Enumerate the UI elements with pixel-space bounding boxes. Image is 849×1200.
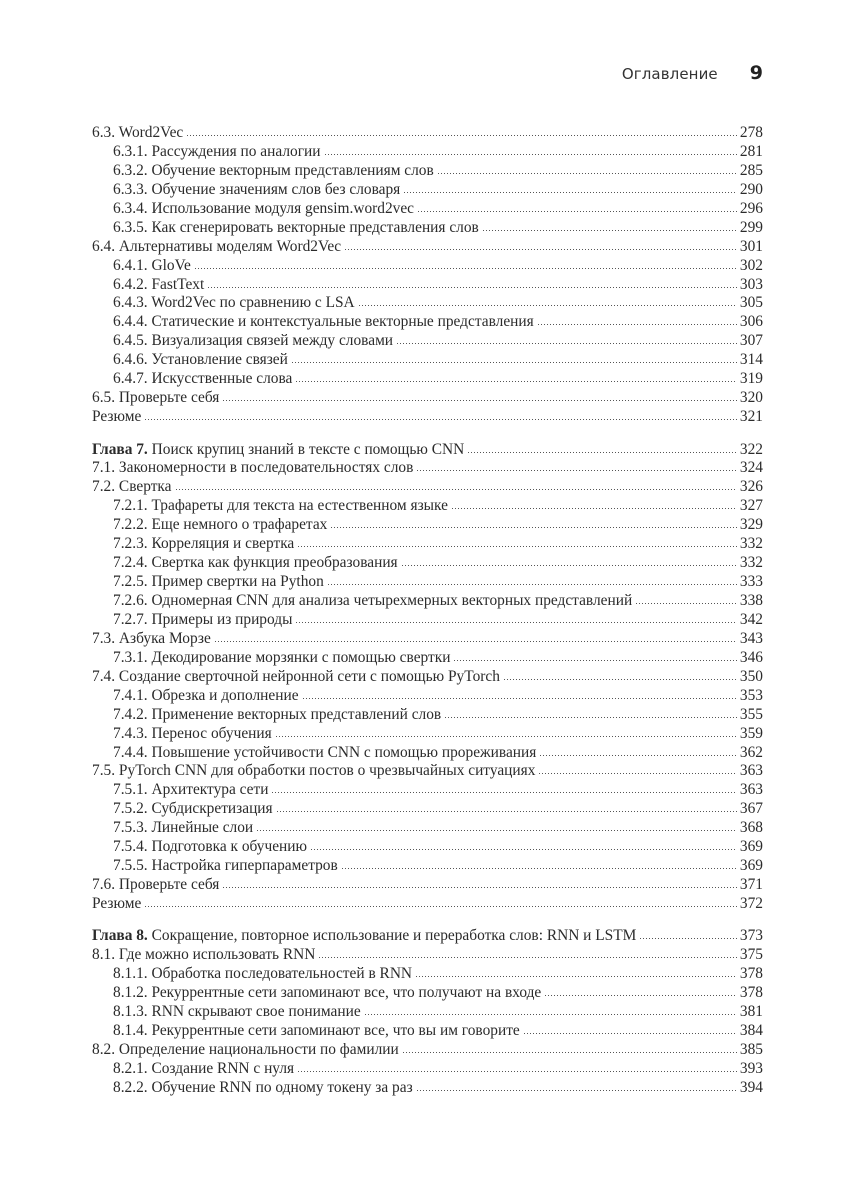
dot-leader <box>186 135 737 136</box>
toc-entry-page: 326 <box>739 478 763 496</box>
dot-leader <box>222 400 737 401</box>
toc-entry-page: 285 <box>739 161 763 179</box>
toc-entry-label <box>113 573 324 592</box>
toc-entry-label <box>113 1003 361 1022</box>
toc-entry-page: 393 <box>739 1060 763 1077</box>
toc-entry-page: 367 <box>739 800 763 818</box>
dot-leader <box>416 470 737 471</box>
toc-entry[interactable] <box>92 744 763 763</box>
toc-entry-label <box>113 370 292 389</box>
toc-entry-label <box>92 238 341 257</box>
dot-leader <box>453 660 737 661</box>
toc-entry-title: 8.1.2. Рекуррентные сети запоминают все, что получают на входе <box>113 984 542 1002</box>
toc-entry-label <box>113 162 434 181</box>
toc-entry-page: 362 <box>739 743 763 761</box>
dot-leader <box>544 995 737 996</box>
toc-entry[interactable] <box>92 781 763 800</box>
toc-entry[interactable] <box>92 984 763 1003</box>
dot-leader <box>417 211 737 212</box>
toc-entry[interactable] <box>92 1079 763 1098</box>
dot-leader <box>538 773 737 774</box>
toc-entry-page: 303 <box>739 275 763 293</box>
toc-entry-label <box>113 554 398 573</box>
toc-entry-label <box>113 516 327 535</box>
dot-leader <box>324 154 738 155</box>
toc-entry-label <box>113 819 253 838</box>
dot-leader <box>276 811 737 812</box>
toc-entry-page: 329 <box>739 516 763 534</box>
dot-leader <box>444 717 737 718</box>
dot-leader <box>467 452 737 453</box>
toc-entry-title: 8.1.3. RNN скрывают свое понимание <box>113 1003 361 1021</box>
toc-entry-label <box>113 965 412 984</box>
toc-entry[interactable] <box>92 535 763 554</box>
toc-entry[interactable] <box>92 857 763 876</box>
toc-entry-label <box>113 687 299 706</box>
toc-entry-page: 307 <box>739 332 763 350</box>
toc-entry-title: 6.4. Альтернативы моделям Word2Vec <box>92 237 342 255</box>
toc-entry-page: 343 <box>739 629 763 647</box>
dot-leader <box>396 343 737 344</box>
toc-entry-title: 6.4.6. Установление связей <box>113 351 288 369</box>
toc-entry[interactable] <box>92 124 763 143</box>
toc-entry-page: 324 <box>739 459 763 477</box>
toc-entry[interactable] <box>92 1041 763 1060</box>
dot-leader <box>344 249 737 250</box>
dot-leader <box>403 192 737 193</box>
toc-entry-label <box>92 876 219 895</box>
toc-entry[interactable] <box>92 706 763 725</box>
toc-entry-title: 7.2.1. Трафареты для текста на естественном языке <box>113 497 448 515</box>
toc-entry[interactable] <box>92 1060 763 1079</box>
toc-entry-title: 7.2.4. Свертка как функция преобразования <box>113 554 398 572</box>
dot-leader <box>295 622 737 623</box>
toc-entry-label <box>113 313 534 332</box>
dot-leader <box>415 976 737 977</box>
toc-entry[interactable] <box>92 276 763 295</box>
toc-entry[interactable] <box>92 219 763 238</box>
toc-entry-title: Резюме <box>92 408 142 426</box>
toc-entry-page: 371 <box>739 876 763 894</box>
toc-entry-page: 314 <box>739 351 763 369</box>
toc-entry-page: 372 <box>739 895 763 912</box>
toc-entry-page: 342 <box>739 610 763 628</box>
toc-entry[interactable] <box>92 965 763 984</box>
toc-entry-title: 6.3. Word2Vec <box>92 124 184 141</box>
dot-leader <box>297 546 737 547</box>
toc-entry-label <box>113 332 393 351</box>
toc-entry-title: 7.2.6. Одномерная CNN для анализа четырехмерных векторных представлений <box>113 592 633 609</box>
dot-leader <box>297 1071 737 1072</box>
toc-entry-label <box>113 984 541 1003</box>
dot-leader <box>175 489 737 490</box>
toc-entry[interactable] <box>92 389 763 408</box>
toc-entry-page: 381 <box>739 1003 763 1021</box>
toc-entry-title: 7.6. Проверьте себя <box>92 876 220 894</box>
dot-leader <box>358 305 737 306</box>
chapter-prefix: Глава 7. <box>92 440 148 458</box>
toc-entry-label <box>92 927 636 946</box>
toc-entry-page: 373 <box>739 927 763 945</box>
toc-entry-label <box>113 706 441 725</box>
toc-entry-title: 7.2.5. Пример свертки на Python <box>113 573 324 591</box>
toc-entry-title: 8.1. Где можно использовать RNN <box>92 946 316 964</box>
dot-leader <box>437 173 737 174</box>
dot-leader <box>144 419 737 420</box>
toc-entry-label <box>113 181 400 200</box>
toc-entry-label <box>113 294 355 313</box>
toc-entry-page: 319 <box>739 370 763 388</box>
toc-entry[interactable] <box>92 294 763 313</box>
toc-entry-page: 306 <box>739 313 763 331</box>
toc-block <box>92 124 763 427</box>
toc-entry-label <box>113 781 268 800</box>
toc-entry-page: 355 <box>739 705 763 723</box>
dot-leader <box>364 1014 737 1015</box>
toc-entry[interactable] <box>92 573 763 592</box>
dot-leader <box>256 830 737 831</box>
toc-entry-title: 6.3.4. Использование модуля gensim.word2vec <box>113 199 415 217</box>
dot-leader <box>295 381 737 382</box>
toc-entry[interactable] <box>92 351 763 370</box>
toc-entry-title: 7.2. Свертка <box>92 478 172 496</box>
toc-entry[interactable] <box>92 762 763 781</box>
toc-entry-label <box>92 946 315 965</box>
toc-entry-title: 6.3.3. Обучение значениям слов без словаря <box>113 180 401 198</box>
toc-entry-page: 332 <box>739 554 763 572</box>
toc-entry-title: 6.3.1. Рассуждения по аналогии <box>113 142 321 160</box>
toc-entry-page: 359 <box>739 724 763 742</box>
running-header-title: Оглавление <box>621 65 718 83</box>
toc-entry[interactable] <box>92 725 763 744</box>
toc-entry-page: 296 <box>739 199 763 217</box>
dot-leader <box>207 287 737 288</box>
toc-entry-page: 322 <box>739 440 763 458</box>
toc-entry-title: 6.4.2. FastText <box>113 275 205 293</box>
toc-chapter-entry[interactable] <box>92 927 763 946</box>
dot-leader <box>214 641 737 642</box>
toc-entry[interactable] <box>92 313 763 332</box>
toc-entry-label <box>92 630 211 649</box>
toc-entry[interactable] <box>92 838 763 857</box>
toc-entry-title: 8.2.2. Обучение RNN по одному токену за раз <box>113 1078 413 1096</box>
toc-entry-page: 278 <box>739 124 763 141</box>
toc-entry[interactable] <box>92 200 763 219</box>
toc-entry[interactable] <box>92 895 763 914</box>
table-of-contents <box>92 124 763 1098</box>
toc-entry-title: 7.2.7. Примеры из природы <box>113 610 293 628</box>
toc-entry-label <box>113 535 294 554</box>
toc-entry[interactable] <box>92 800 763 819</box>
toc-entry-label <box>92 389 219 408</box>
page-number: 9 <box>749 62 763 84</box>
dot-leader <box>302 698 737 699</box>
toc-entry-page: 363 <box>739 781 763 799</box>
toc-entry-label <box>113 838 307 857</box>
toc-entry-title: 7.2.3. Корреляция и свертка <box>113 535 295 553</box>
toc-entry-title: Поиск крупиц знаний в тексте с помощью CNN <box>151 440 465 458</box>
toc-entry-title: Резюме <box>92 895 142 912</box>
dot-leader <box>275 736 737 737</box>
toc-entry-title: 6.3.2. Обучение векторным представлениям слов <box>113 161 434 179</box>
dot-leader <box>327 584 737 585</box>
toc-block <box>92 441 763 914</box>
dot-leader <box>416 1090 737 1091</box>
toc-entry-page: 320 <box>739 389 763 407</box>
toc-entry-label <box>92 478 172 497</box>
toc-entry-label <box>113 1079 413 1098</box>
toc-entry-label <box>92 1041 399 1060</box>
running-header <box>0 62 763 88</box>
toc-entry-page: 321 <box>739 408 763 426</box>
toc-entry-page: 378 <box>739 965 763 983</box>
dot-leader <box>194 268 737 269</box>
toc-entry-label <box>113 200 414 219</box>
toc-entry-label <box>113 744 536 763</box>
toc-entry-page: 346 <box>739 648 763 666</box>
toc-entry-label <box>113 649 450 668</box>
toc-entry[interactable] <box>92 370 763 389</box>
toc-entry[interactable] <box>92 332 763 351</box>
toc-entry-page: 332 <box>739 535 763 553</box>
dot-leader <box>318 957 737 958</box>
toc-block <box>92 927 763 1097</box>
toc-entry-page: 385 <box>739 1041 763 1059</box>
toc-entry-label <box>113 800 273 819</box>
dot-leader <box>523 1033 737 1034</box>
toc-entry-page: 378 <box>739 984 763 1002</box>
dot-leader <box>291 362 737 363</box>
toc-entry-title: 7.5.5. Настройка гиперпараметров <box>113 857 338 875</box>
toc-entry[interactable] <box>92 592 763 611</box>
toc-entry[interactable] <box>92 630 763 649</box>
toc-entry-label <box>92 895 141 914</box>
toc-entry-page: 299 <box>739 218 763 236</box>
toc-entry-title: 7.4.3. Перенос обучения <box>113 724 272 742</box>
dot-leader <box>341 868 737 869</box>
toc-entry-title: 6.3.5. Как сгенерировать векторные представления слов <box>113 218 479 236</box>
chapter-prefix: Глава 8. <box>92 927 148 945</box>
dot-leader <box>402 1052 737 1053</box>
toc-entry-label <box>113 611 292 630</box>
toc-entry-title: 7.5. PyTorch CNN для обработки постов о чрезвычайных ситуациях <box>92 762 536 780</box>
toc-entry[interactable] <box>92 649 763 668</box>
toc-entry-title: 8.1.1. Обработка последовательностей в RNN <box>113 965 413 983</box>
toc-entry-page: 369 <box>739 838 763 856</box>
toc-entry-page: 302 <box>739 256 763 274</box>
toc-entry-title: 7.5.4. Подготовка к обучению <box>113 838 308 856</box>
toc-entry-label <box>92 668 500 687</box>
toc-entry-page: 394 <box>739 1078 763 1096</box>
toc-entry[interactable] <box>92 516 763 535</box>
toc-entry[interactable] <box>92 1003 763 1022</box>
toc-entry-title: 7.3. Азбука Морзе <box>92 629 211 647</box>
toc-entry[interactable] <box>92 181 763 200</box>
toc-entry-title: 6.4.1. GloVe <box>113 256 191 274</box>
toc-entry-title: 7.4.4. Повышение устойчивости CNN с помощью прореживания <box>113 743 537 761</box>
toc-entry-label <box>92 459 413 478</box>
toc-entry-label <box>113 592 632 611</box>
toc-entry-page: 290 <box>739 180 763 198</box>
toc-entry-page: 338 <box>739 592 763 609</box>
toc-entry-page: 353 <box>739 686 763 704</box>
toc-entry[interactable] <box>92 819 763 838</box>
toc-entry-title: 8.1.4. Рекуррентные сети запоминают все, что вы им говорите <box>113 1022 520 1040</box>
toc-entry[interactable] <box>92 162 763 181</box>
toc-entry-title: 6.4.4. Статические и контекстуальные векторные представления <box>113 313 534 331</box>
toc-entry-title: 7.4. Создание сверточной нейронной сети с помощью PyTorch <box>92 667 500 685</box>
toc-entry-title: 7.3.1. Декодирование морзянки с помощью свертки <box>113 648 451 666</box>
toc-entry-page: 368 <box>739 819 763 837</box>
toc-entry-title: Сокращение, повторное использование и переработка слов: RNN и LSTM <box>151 927 637 945</box>
toc-entry-page: 301 <box>739 237 763 255</box>
toc-entry-label <box>113 257 191 276</box>
toc-entry-title: 7.2.2. Еще немного о трафаретах <box>113 516 328 534</box>
toc-entry-title: 6.5. Проверьте себя <box>92 389 220 407</box>
toc-entry[interactable] <box>92 408 763 427</box>
dot-leader <box>503 679 737 680</box>
toc-entry-label <box>92 124 183 143</box>
toc-entry-page: 305 <box>739 294 763 312</box>
toc-entry-title: 7.5.3. Линейные слои <box>113 819 254 837</box>
dot-leader <box>482 230 737 231</box>
dot-leader <box>537 324 737 325</box>
toc-entry-title: 6.4.5. Визуализация связей между словами <box>113 332 394 350</box>
dot-leader <box>635 603 737 604</box>
toc-entry-page: 375 <box>739 946 763 964</box>
toc-entry-title: 7.4.2. Применение векторных представлений слов <box>113 705 442 723</box>
toc-chapter-entry[interactable] <box>92 441 763 460</box>
toc-entry[interactable] <box>92 946 763 965</box>
toc-entry-title: 7.1. Закономерности в последовательностях слов <box>92 459 414 477</box>
dot-leader <box>310 849 737 850</box>
toc-entry[interactable] <box>92 876 763 895</box>
toc-entry-page: 350 <box>739 667 763 685</box>
toc-entry[interactable] <box>92 668 763 687</box>
toc-entry-title: 8.2. Определение национальности по фамилии <box>92 1041 399 1059</box>
dot-leader <box>144 906 737 907</box>
toc-entry[interactable] <box>92 238 763 257</box>
toc-entry-label <box>92 441 464 460</box>
toc-entry-page: 327 <box>739 497 763 515</box>
toc-entry-label <box>113 857 338 876</box>
toc-entry-page: 384 <box>739 1022 763 1040</box>
toc-entry-label <box>113 1060 294 1079</box>
toc-entry[interactable] <box>92 143 763 162</box>
toc-entry-title: 7.5.2. Субдискретизация <box>113 800 273 818</box>
toc-entry[interactable] <box>92 497 763 516</box>
toc-entry-title: 6.4.3. Word2Vec по сравнению с LSA <box>113 294 355 312</box>
toc-entry-title: 7.4.1. Обрезка и дополнение <box>113 686 299 704</box>
toc-entry-label <box>113 497 448 516</box>
toc-entry-label <box>113 351 288 370</box>
dot-leader <box>222 887 737 888</box>
toc-entry-label <box>92 408 141 427</box>
dot-leader <box>539 755 737 756</box>
toc-entry-title: 6.4.7. Искусственные слова <box>113 370 293 388</box>
toc-entry-title: 8.2.1. Создание RNN с нуля <box>113 1060 295 1077</box>
dot-leader <box>451 508 737 509</box>
toc-entry[interactable] <box>92 1022 763 1041</box>
toc-entry[interactable] <box>92 554 763 573</box>
toc-entry-label <box>113 1022 520 1041</box>
toc-entry-page: 281 <box>739 142 763 160</box>
toc-entry-label <box>113 219 479 238</box>
toc-entry-label <box>92 762 535 781</box>
dot-leader <box>330 527 737 528</box>
toc-entry-label <box>113 276 204 295</box>
toc-entry[interactable] <box>92 478 763 497</box>
toc-entry-page: 333 <box>739 573 763 591</box>
toc-entry[interactable] <box>92 459 763 478</box>
toc-entry-page: 369 <box>739 857 763 875</box>
toc-entry-label <box>113 725 272 744</box>
toc-entry-title: 7.5.1. Архитектура сети <box>113 781 269 799</box>
toc-entry[interactable] <box>92 687 763 706</box>
dot-leader <box>639 938 737 939</box>
dot-leader <box>401 565 737 566</box>
toc-entry[interactable] <box>92 611 763 630</box>
toc-entry-page: 363 <box>739 762 763 780</box>
toc-entry[interactable] <box>92 257 763 276</box>
toc-entry-label <box>113 143 321 162</box>
dot-leader <box>271 792 737 793</box>
